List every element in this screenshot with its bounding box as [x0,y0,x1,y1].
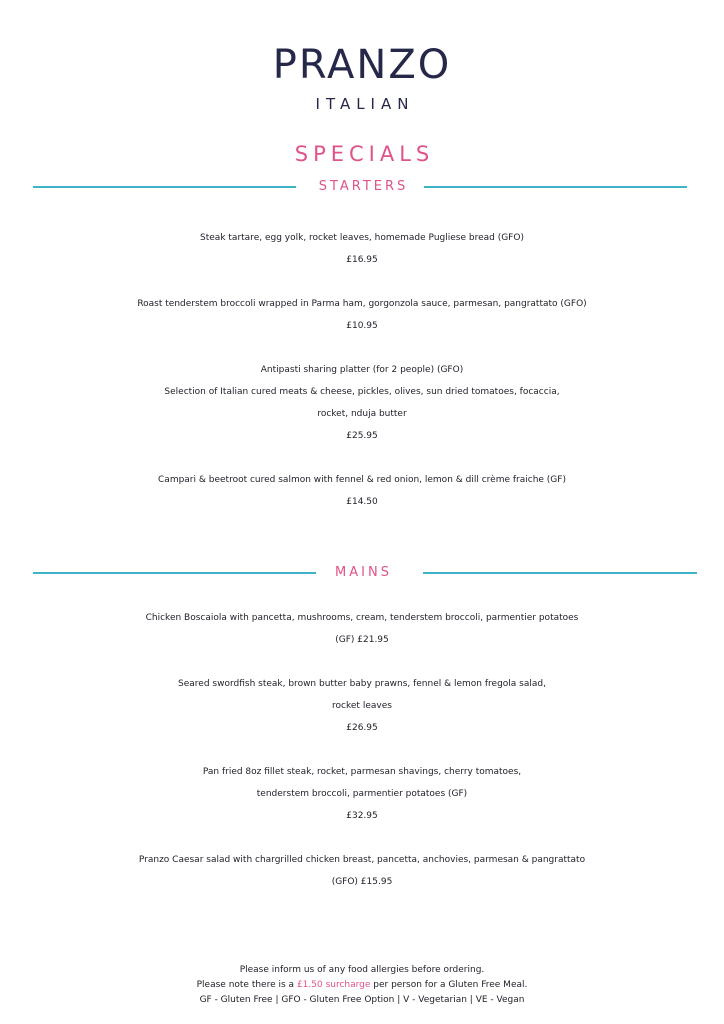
item-description: Seared swordfish steak, brown butter baby prawns, fennel & lemon fregola salad, [178,679,546,689]
divider-right [423,572,697,574]
item-description: rocket leaves [332,701,392,711]
item-description: Chicken Boscaiola with pancetta, mushrooms, cream, tenderstem broccoli, parmentier potatoes [145,613,579,623]
list-item [0,607,724,651]
footer-notes [0,963,724,1008]
item-description: Campari & beetroot cured salmon with fennel & red onion, lemon & dill crème fraiche (GF) [158,475,566,485]
item-price: (GF) £21.95 [335,635,389,645]
list-item [0,469,724,513]
item-description: Pan fried 8oz fillet steak, rocket, parmesan shavings, cherry tomatoes, [202,767,522,777]
list-item [0,849,724,893]
divider-right [424,186,687,188]
list-item [0,673,724,739]
restaurant-logo [0,40,724,115]
section-label: MAINS [335,565,392,580]
allergy-note: Please inform us of any food allergies before ordering. [239,965,485,975]
item-description: Pranzo Caesar salad with chargrilled chicken breast, pancetta, anchovies, parmesan & pangrattato [138,855,586,865]
item-price: £10.95 [346,321,378,331]
item-price: £32.95 [346,811,378,821]
section-header-mains [0,563,724,583]
item-description: Selection of Italian cured meats & cheese, pickles, olives, sun dried tomatoes, focaccia, [164,387,560,397]
section-label: STARTERS [318,179,409,194]
list-item [0,761,724,827]
item-description: rocket, nduja butter [317,409,407,419]
item-description: Roast tenderstem broccoli wrapped in Parma ham, gorgonzola sauce, parmesan, pangrattato (GFO) [137,299,587,309]
list-item [0,359,724,447]
section-header-starters [0,177,724,197]
surcharge-amount: £1.50 surcharge [296,980,371,990]
item-title: Antipasti sharing platter (for 2 people) (GFO) [260,365,464,375]
dietary-key: GF - Gluten Free | GFO - Gluten Free Option | V - Vegetarian | VE - Vegan [199,995,525,1005]
item-description: Steak tartare, egg yolk, rocket leaves, homemade Pugliese bread (GFO) [200,233,524,243]
item-price: £25.95 [346,431,378,441]
logo-wordmark: PRANZO [272,42,452,88]
logo-subtitle: ITALIAN [315,95,415,113]
surcharge-text-post: per person for a Gluten Free Meal. [370,980,528,990]
item-price: £16.95 [346,255,378,265]
item-price: £26.95 [346,723,378,733]
starters-list [0,227,724,535]
mains-list [0,607,724,915]
surcharge-text-pre: Please note there is a [196,980,297,990]
item-description: tenderstem broccoli, parmentier potatoes (GF) [256,789,468,799]
item-price: £14.50 [346,497,378,507]
page-title: SPECIALS [294,142,435,166]
item-price: (GFO) £15.95 [331,877,393,887]
list-item [0,293,724,337]
surcharge-note [0,978,724,993]
list-item [0,227,724,271]
